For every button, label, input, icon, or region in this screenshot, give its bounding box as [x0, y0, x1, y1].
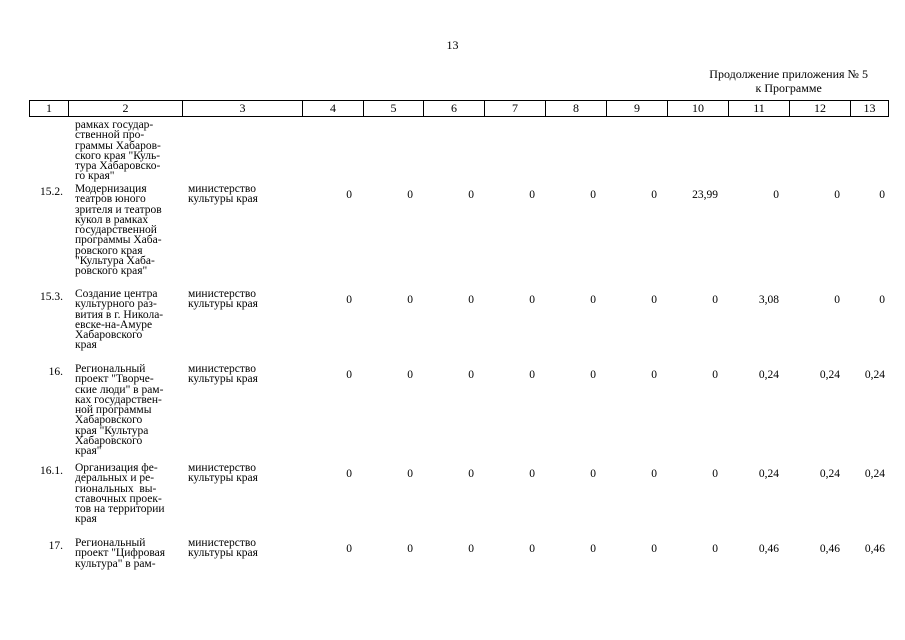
row-value: 0	[346, 369, 352, 381]
row-executor: министерство культуры края	[188, 537, 258, 560]
row-value: 0,24	[819, 468, 840, 480]
column-header: 12	[790, 101, 851, 117]
column-header: 7	[485, 101, 546, 117]
row-value: 0	[529, 294, 535, 306]
row-value: 0,24	[758, 468, 779, 480]
row-value: 0,46	[758, 543, 779, 555]
appendix-caption	[709, 67, 868, 95]
row-number: 15.3.	[40, 291, 63, 303]
row-name: Модернизация театров юного зрителя и театров кукол в рамках государственной программы Хаба- ровского края "Культура Хаба- ровского края"	[75, 183, 162, 278]
row-value: 0	[712, 369, 718, 381]
row-value: 0	[590, 189, 596, 201]
row-number: 16.1.	[40, 465, 63, 477]
row-value: 0	[407, 369, 413, 381]
row-value: 0	[651, 369, 657, 381]
row-value: 0	[346, 189, 352, 201]
row-value: 0	[407, 468, 413, 480]
row-number: 15.2.	[40, 186, 63, 198]
header-row	[30, 101, 889, 117]
row-value: 0	[468, 468, 474, 480]
row-value: 3,08	[758, 294, 779, 306]
caption-line-1: Продолжение приложения № 5	[709, 67, 868, 81]
row-executor: министерство культуры края	[188, 288, 258, 311]
caption-line-2: к Программе	[755, 81, 822, 95]
row-value: 0	[712, 468, 718, 480]
row-value: 0	[590, 468, 596, 480]
column-header: 2	[69, 101, 183, 117]
row-value: 0	[407, 294, 413, 306]
row-value: 0	[346, 468, 352, 480]
page-number: 13	[446, 38, 459, 52]
row-name: Создание центра культурного раз- вития в г. Никола- евске-на-Амуре Хабаровского края	[75, 288, 164, 352]
column-header: 8	[546, 101, 607, 117]
row-executor: министерство культуры края	[188, 462, 258, 485]
column-header: 4	[303, 101, 364, 117]
row-value: 0	[651, 543, 657, 555]
row-value: 0	[651, 294, 657, 306]
row-value: 0	[468, 189, 474, 201]
row-value: 23,99	[692, 189, 718, 201]
row-value: 0	[468, 543, 474, 555]
row-value: 0	[712, 543, 718, 555]
column-header: 3	[183, 101, 303, 117]
row-value: 0	[712, 294, 718, 306]
row-number: 17.	[48, 540, 63, 552]
row-value: 0	[346, 294, 352, 306]
continued-row-name: рамках государ- ственной про- граммы Хабаров- ского края "Куль- тура Хабаровско- го края"	[75, 119, 161, 183]
row-value: 0	[651, 189, 657, 201]
row-executor: министерство культуры края	[188, 183, 258, 206]
row-value: 0	[879, 294, 885, 306]
row-value: 0,24	[864, 369, 885, 381]
column-header: 13	[851, 101, 889, 117]
row-value: 0	[879, 189, 885, 201]
row-value: 0,46	[819, 543, 840, 555]
column-header: 1	[30, 101, 69, 117]
row-value: 0	[590, 543, 596, 555]
row-name: Региональный проект "Цифровая культура" в рам-	[75, 537, 166, 570]
row-name: Организация фе- деральных и ре- гиональных вы- ставочных проек- тов на территории края	[75, 462, 165, 526]
row-value: 0	[529, 468, 535, 480]
row-number: 16.	[48, 366, 63, 378]
row-value: 0	[346, 543, 352, 555]
row-value: 0	[407, 543, 413, 555]
row-value: 0,24	[819, 369, 840, 381]
row-value: 0	[529, 189, 535, 201]
row-executor: министерство культуры края	[188, 363, 258, 386]
row-value: 0,46	[864, 543, 885, 555]
row-value: 0,24	[758, 369, 779, 381]
column-header: 10	[668, 101, 729, 117]
column-header: 6	[424, 101, 485, 117]
row-value: 0	[468, 369, 474, 381]
row-value: 0	[651, 468, 657, 480]
column-header: 5	[364, 101, 424, 117]
column-header: 11	[729, 101, 790, 117]
row-value: 0	[834, 294, 840, 306]
row-value: 0	[529, 369, 535, 381]
row-name: Региональный проект "Творче- ские люди" в рам- ках государствен- ной программы Хабаровского края "Культура Хабаровского края"	[75, 363, 164, 458]
row-value: 0	[590, 369, 596, 381]
column-header: 9	[607, 101, 668, 117]
row-value: 0	[773, 189, 779, 201]
row-value: 0	[590, 294, 596, 306]
row-value: 0	[468, 294, 474, 306]
row-value: 0	[529, 543, 535, 555]
row-value: 0,24	[864, 468, 885, 480]
column-header-table	[29, 100, 889, 117]
row-value: 0	[407, 189, 413, 201]
row-value: 0	[834, 189, 840, 201]
